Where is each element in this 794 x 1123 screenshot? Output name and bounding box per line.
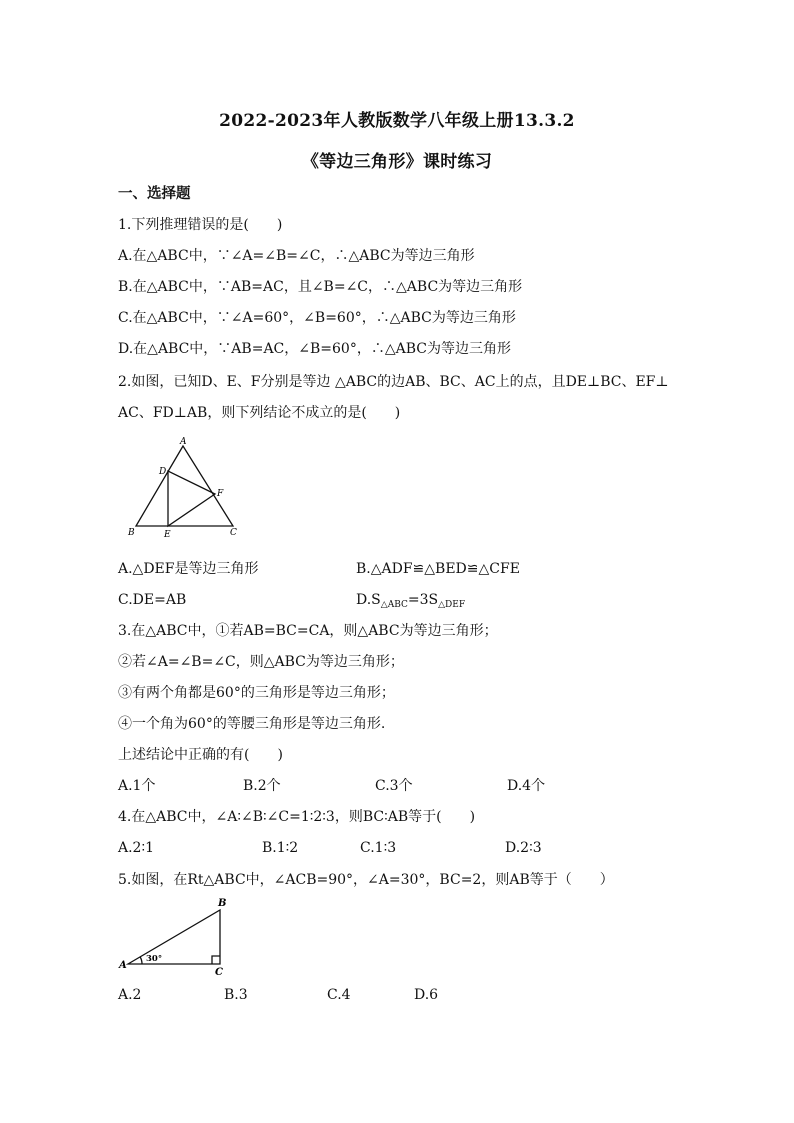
label-b: B — [218, 898, 227, 909]
q5-stem: 5.如图，在Rt△ABC中，∠ACB=90°，∠A=30°，BC=2，则AB等于（ ） — [118, 872, 614, 888]
q3-statement-2: ②若∠A=∠B=∠C，则△ABC为等边三角形； — [118, 654, 404, 670]
title-line-2: 《等边三角形》课时练习 — [301, 152, 493, 172]
q1-stem: 1.下列推理错误的是( ) — [118, 217, 283, 233]
q1-option-c: C.在△ABC中，∵∠A=60°，∠B=60°，∴△ABC为等边三角形 — [118, 310, 516, 326]
q2-stem-line-1: 2.如图，已知D、E、F分别是等边 △ABC的边AB、BC、AC上的点，且DE⊥BC、EF⊥ — [118, 374, 669, 390]
q2-d-sub-abc: △ABC — [380, 600, 408, 610]
q3-option-d: D.4个 — [507, 778, 546, 794]
q5-option-d: D.6 — [414, 987, 439, 1003]
section-heading: 一、选择题 — [118, 185, 191, 202]
q2-d-mid: =3S — [407, 592, 439, 608]
q4-option-a: A.2∶1 — [118, 840, 155, 856]
label-e: E — [164, 530, 171, 540]
q1-option-d: D.在△ABC中，∵AB=AC，∠B=60°，∴△ABC为等边三角形 — [118, 341, 511, 357]
label-f: F — [217, 489, 224, 499]
q4-option-d: D.2∶3 — [505, 840, 542, 856]
q5-option-a: A.2 — [118, 987, 142, 1003]
q5-option-b: B.3 — [224, 987, 248, 1003]
q4-option-c: C.1∶3 — [360, 840, 397, 856]
q1-option-a: A.在△ABC中，∵∠A=∠B=∠C，∴△ABC为等边三角形 — [118, 248, 475, 264]
q3-option-a: A.1个 — [118, 778, 156, 794]
label-a: A — [180, 437, 187, 447]
q3-stem: 3.在△ABC中，①若AB=BC=CA，则△ABC为等边三角形； — [118, 623, 498, 639]
right-angle-mark — [212, 956, 220, 964]
angle-arc — [140, 957, 142, 964]
label-b: B — [128, 528, 135, 538]
q2-equilateral-triangle-figure — [120, 434, 250, 544]
q2-d-sub-def: △DEF — [438, 600, 466, 610]
q3-option-c: C.3个 — [375, 778, 413, 794]
label-d: D — [159, 467, 167, 477]
q2-option-a: A.△DEF是等边三角形 — [118, 561, 259, 577]
q3-statement-3: ③有两个角都是60°的三角形是等边三角形； — [118, 685, 395, 701]
label-a: A — [119, 960, 127, 971]
q5-right-triangle-figure — [118, 894, 243, 976]
right-triangle-abc — [128, 910, 220, 964]
label-c: C — [230, 528, 237, 538]
q3-statement-4: ④一个角为60°的等腰三角形是等边三角形. — [118, 716, 386, 732]
title-line-1: 2022-2023年人教版数学八年级上册13.3.2 — [219, 111, 575, 131]
q5-option-c: C.4 — [327, 987, 351, 1003]
q2-d-prefix: D.S — [356, 592, 381, 608]
q2-option-b: B.△ADF≌△BED≌△CFE — [356, 561, 520, 577]
triangle-def — [168, 471, 215, 526]
label-c: C — [215, 967, 223, 976]
q1-option-b: B.在△ABC中，∵AB=AC，且∠B=∠C，∴△ABC为等边三角形 — [118, 279, 523, 295]
q3-ask: 上述结论中正确的有( ) — [118, 747, 283, 763]
q4-option-b: B.1∶2 — [262, 840, 299, 856]
q2-stem-line-2: AC、FD⊥AB，则下列结论不成立的是( ) — [118, 405, 401, 421]
q4-stem: 4.在△ABC中，∠A∶∠B∶∠C=1∶2∶3，则BC∶AB等于( ) — [118, 809, 476, 825]
label-angle-30: 30° — [146, 954, 163, 964]
q3-option-b: B.2个 — [243, 778, 281, 794]
q2-option-d — [356, 590, 465, 612]
q2-option-c: C.DE=AB — [118, 592, 187, 608]
